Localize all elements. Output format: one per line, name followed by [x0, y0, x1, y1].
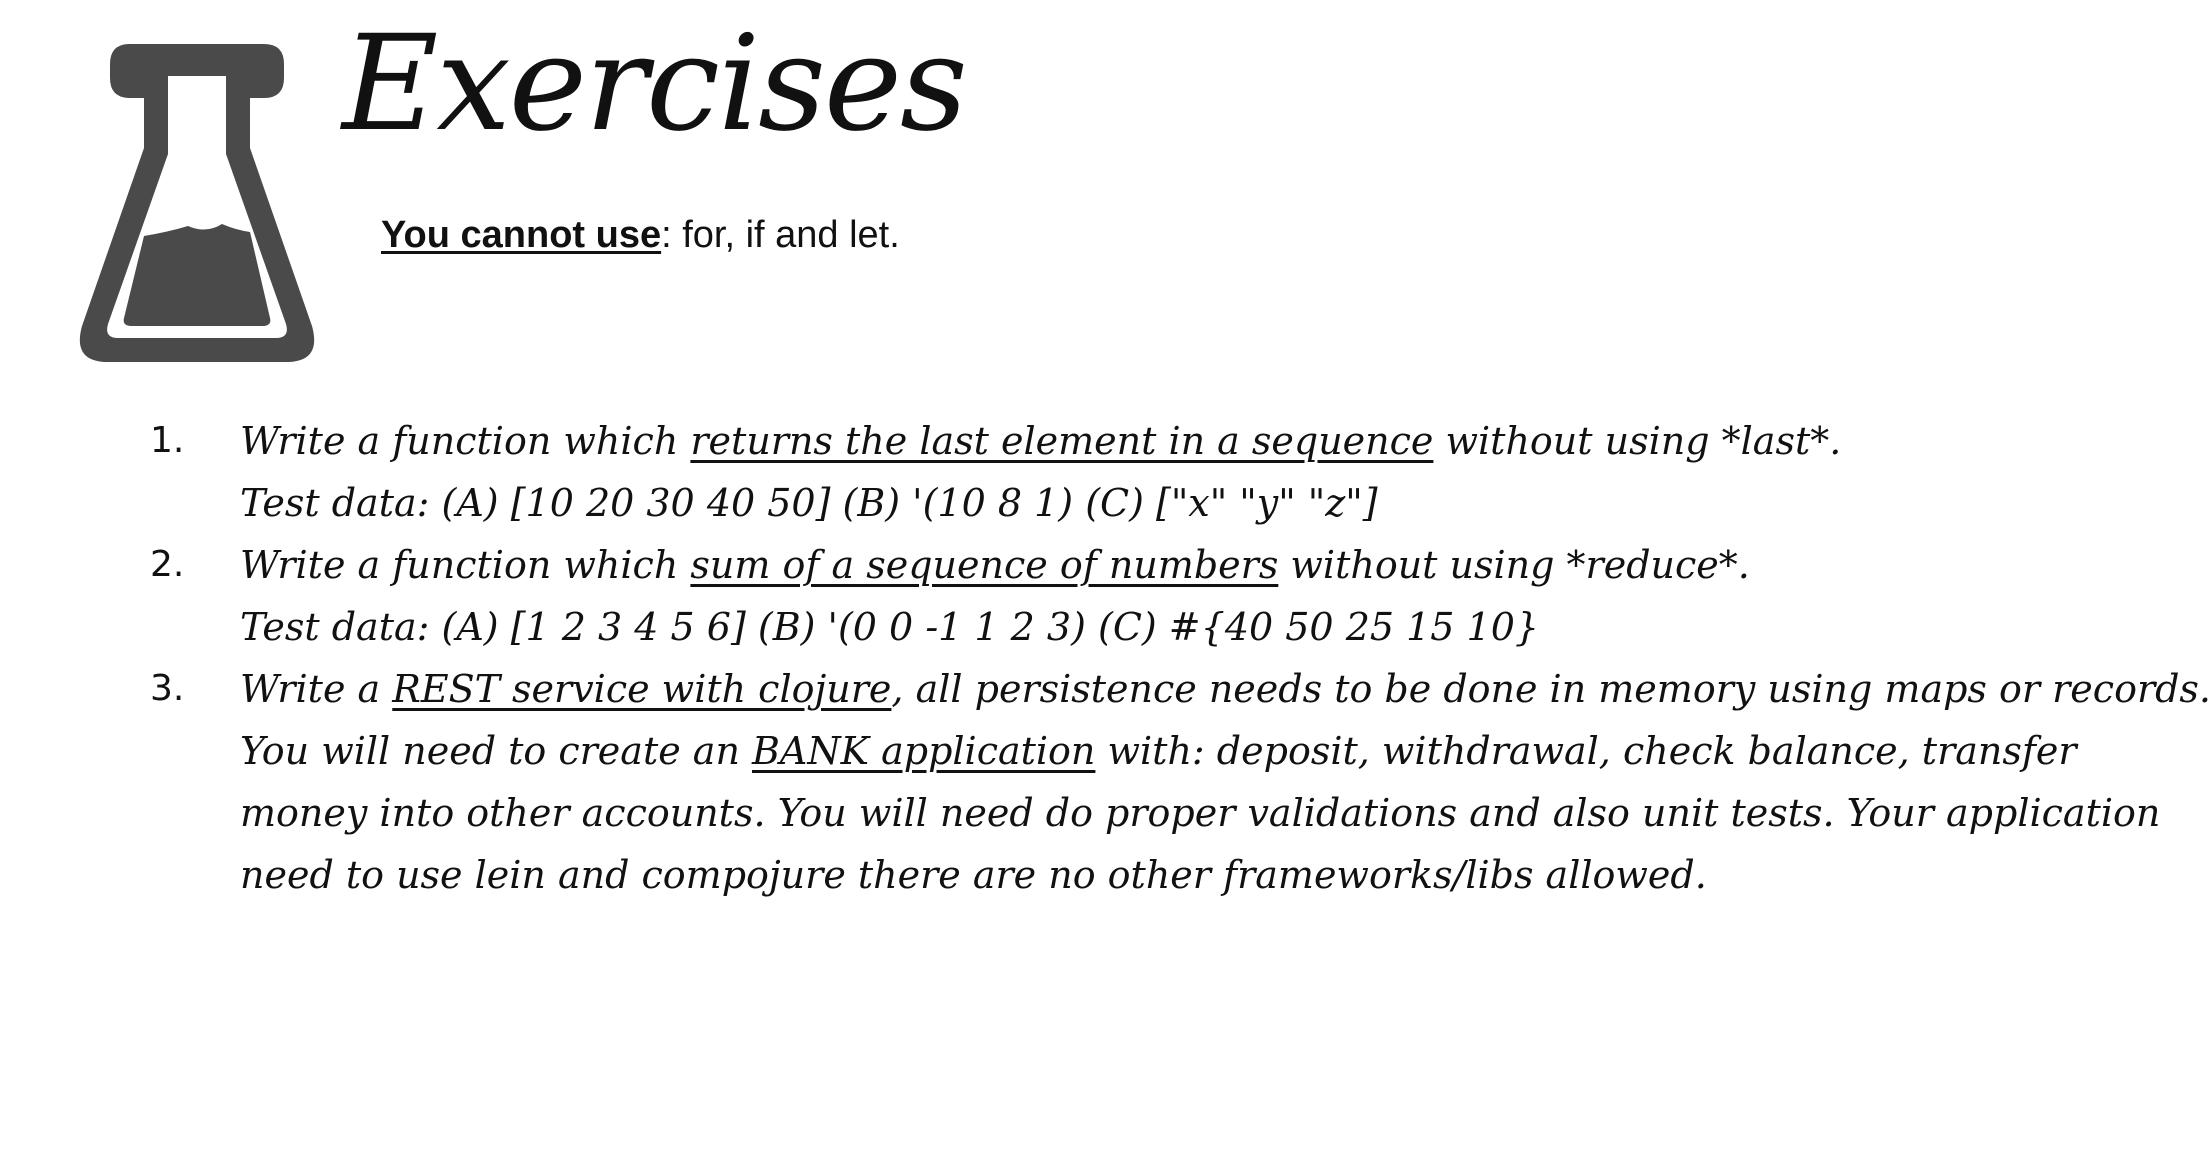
exercise-test-data: Test data: (A) [10 20 30 40 50] (B) '(10 8 1) (C) ["x" "y" "z"]: [240, 481, 1378, 525]
exercise-number: 1.: [150, 420, 185, 461]
flask-icon: [72, 36, 322, 366]
exercise-line: money into other accounts. You will need do proper validations and also unit tests. Your application: [240, 791, 2161, 835]
underlined-segment: REST service with clojure: [392, 667, 892, 711]
text-segment: , all persistence needs to be done in memory using maps or records.: [891, 667, 2211, 711]
text-segment: with: deposit, withdrawal, check balance, transfer: [1095, 729, 2077, 773]
exercise-item-3: [150, 658, 2211, 906]
exercise-line: need to use lein and compojure there are no other frameworks/libs allowed.: [240, 853, 1707, 897]
exercise-item-1: [150, 410, 2010, 534]
restriction-text: : for, if and let.: [661, 214, 900, 256]
exercise-body: [240, 410, 2010, 534]
exercise-test-data: Test data: (A) [1 2 3 4 5 6] (B) '(0 0 -1 1 2 3) (C) #{40 50 25 15 10}: [240, 605, 1540, 649]
exercise-line: [240, 658, 2211, 720]
exercise-line: [240, 410, 2010, 472]
restriction-label: You cannot use: [381, 214, 662, 256]
exercise-list: [150, 410, 2211, 906]
underlined-segment: returns the last element in a sequence: [690, 419, 1434, 463]
restriction-note: [381, 214, 900, 257]
text-segment: Write a function which: [240, 543, 691, 587]
slide-title: Exercises: [342, 7, 966, 161]
underlined-segment: sum of a sequence of numbers: [690, 543, 1279, 587]
exercise-line: [240, 720, 2211, 782]
underlined-segment: BANK application: [752, 729, 1096, 773]
exercise-number: 3.: [150, 668, 185, 709]
text-segment: without using *reduce*.: [1278, 543, 1750, 587]
exercise-body: [240, 534, 2010, 658]
text-segment: Write a function which: [240, 419, 691, 463]
text-segment: without using *last*.: [1433, 419, 1842, 463]
text-segment: Write a: [240, 667, 393, 711]
exercise-line: [240, 534, 2010, 596]
exercise-number: 2.: [150, 544, 185, 585]
text-segment: You will need to create an: [240, 729, 752, 773]
exercise-body: [240, 658, 2211, 906]
exercise-item-2: [150, 534, 2010, 658]
